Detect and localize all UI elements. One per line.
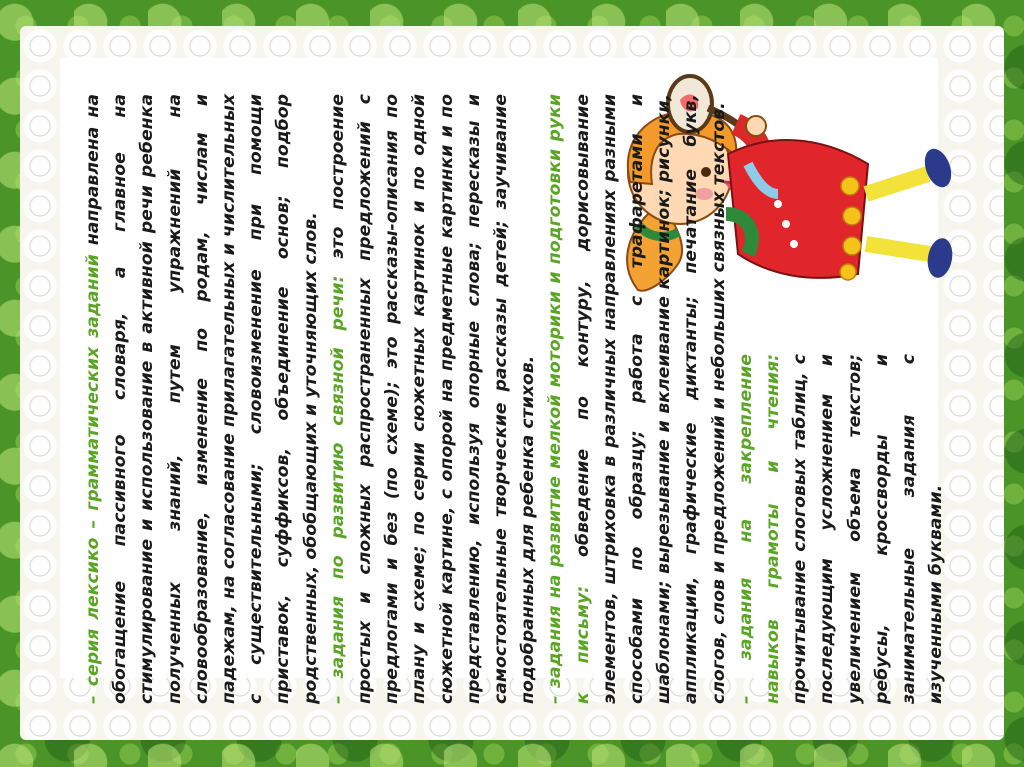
rotated-text-block: [80, 93, 947, 704]
paragraph-body: направлена на обогащение пассивного словаря, а главное на стимулирование и использование в активной речи ребенка полученных знаний, путем упражнений на словообразование, изменение по родам, числам и падежам, на согласование прилагательных и числительных с существительными; словоизменение при помощи приставок, суффиксов, объединение основ; подбор родственных, обобщающих и уточняющих слов.: [83, 93, 321, 704]
paragraph-lead: – серия лексико – грамматических заданий: [83, 254, 103, 704]
paragraph-body: обведение по контуру, дорисовывание элементов, штриховка в различных направлениях разными способами по образцу; работа с трафаретами и шаблонами; вырезывание и вклеивание картинок; рисунки, аппликации, графические диктанты; печатание букв, слогов, слов и предложений и небольших связных текстов.: [572, 94, 729, 704]
paragraph-lexico-grammatical: [80, 94, 325, 704]
paragraph-lead: – задания на развитие мелкой моторики и подготовки руки к письму:: [545, 94, 593, 704]
paragraph-connected-speech: [325, 94, 543, 704]
paragraph-lead: – задания на закрепление навыков грамоты и чтения:: [735, 354, 784, 704]
paragraph-fine-motor: [542, 94, 732, 704]
paragraph-body: это построение простых и сложных распространенных предложений с предлогами и без (по схеме); это рассказы-описания по плану и схеме; по серии сюжетных картинок и по одной сюжетной картине, с опорой на предметные картинки и по представлению, используя опорные слова; пересказы и самостоятельные творческие рассказы детей; заучивание подобранных для ребенка стихов.: [327, 94, 539, 704]
paragraph-body: прочитывание слоговых таблиц, с последующим усложнением и увеличением объема текстов; ребусы, кроссворды и занимательные задания с изученными буквами.: [790, 354, 947, 704]
text-column: [80, 94, 951, 704]
paragraph-lead: – задания по развитию связной речи:: [327, 275, 348, 704]
paragraph-reading: [733, 354, 951, 704]
